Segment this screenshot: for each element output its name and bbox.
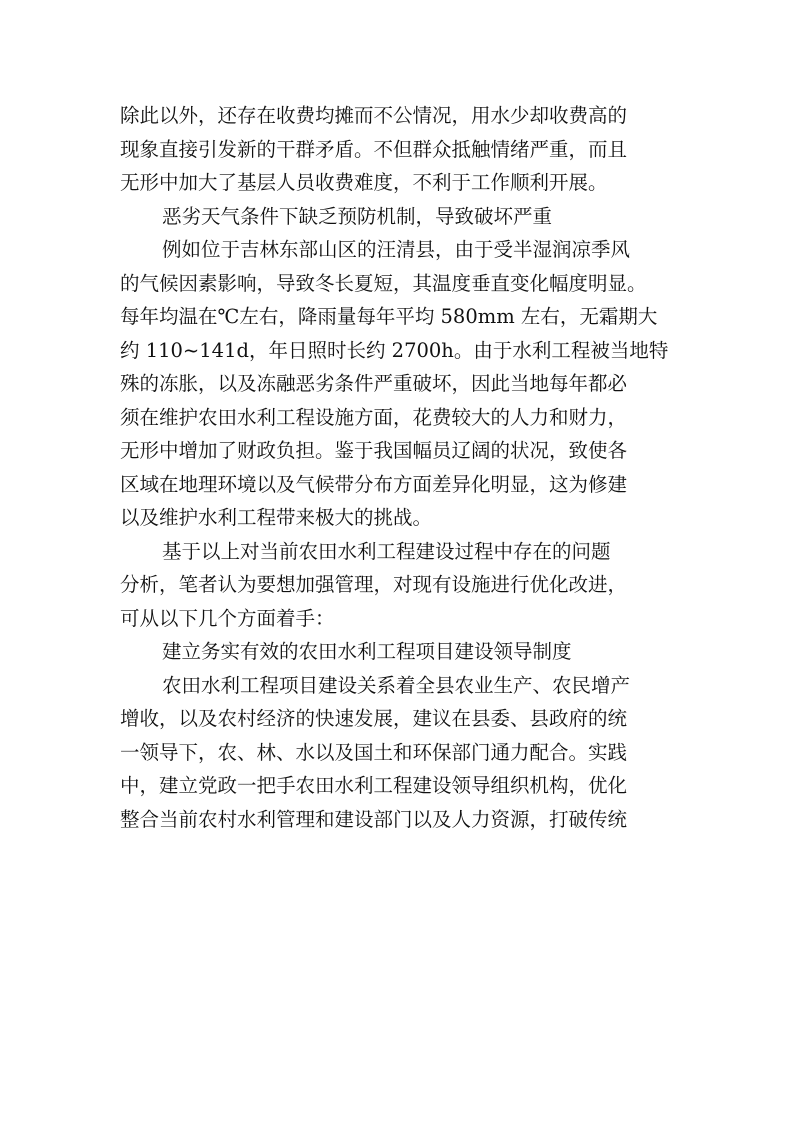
text-line: 的气候因素影响，导致冬长夏短，其温度垂直变化幅度明显。 — [120, 271, 647, 295]
text-line: 无形中加大了基层人员收费难度，不利于工作顺利开展。 — [120, 171, 608, 194]
text-line: 须在维护农田水利工程设施方面，花费较大的人力和财力， — [120, 405, 628, 429]
text-line: 以及维护水利工程带来极大的挑战。 — [120, 506, 433, 529]
text-line: 分析，笔者认为要想加强管理，对现有设施进行优化改进， — [120, 573, 628, 596]
text-line: 整合当前农村水利管理和建设部门以及人力资源，打破传统 — [120, 807, 628, 831]
text-line: 现象直接引发新的干群矛盾。不但群众抵触情绪严重，而且 — [120, 137, 628, 161]
text-line: 可从以下几个方面着手： — [120, 606, 335, 630]
section-heading: 恶劣天气条件下缺乏预防机制，导致破坏严重 — [162, 204, 553, 228]
section-heading: 建立务实有效的农田水利工程项目建设领导制度 — [162, 640, 572, 663]
text-line: 无形中增加了财政负担。鉴于我国幅员辽阔的状况，致使各 — [120, 439, 628, 462]
text-line: 增收，以及农村经济的快速发展，建议在县委、县政府的统 — [120, 707, 628, 730]
text-line: 约 110~141d，年日照时长约 2700h。由于水利工程被当地特 — [120, 338, 669, 362]
paragraph-start: 基于以上对当前农田水利工程建设过程中存在的问题 — [162, 539, 611, 563]
text-line: 中，建立党政一把手农田水利工程建设领导组织机构，优化 — [120, 774, 628, 797]
text-line: 一领导下，农、林、水以及国土和环保部门通力配合。实践 — [120, 740, 628, 764]
text-line: 区域在地理环境以及气候带分布方面差异化明显，这为修建 — [120, 472, 628, 496]
text-line: 除此以外，还存在收费均摊而不公情况，用水少却收费高的 — [120, 104, 628, 127]
text-line: 每年均温在℃左右，降雨量每年平均 580mm 左右，无霜期大 — [120, 305, 658, 328]
paragraph-start: 农田水利工程项目建设关系着全县农业生产、农民增产 — [162, 673, 631, 697]
body-text — [120, 99, 680, 836]
text-line: 殊的冻胀，以及冻融恶劣条件严重破坏，因此当地每年都必 — [120, 372, 628, 395]
paragraph-start: 例如位于吉林东部山区的汪清县，由于受半湿润凉季风 — [162, 238, 631, 261]
